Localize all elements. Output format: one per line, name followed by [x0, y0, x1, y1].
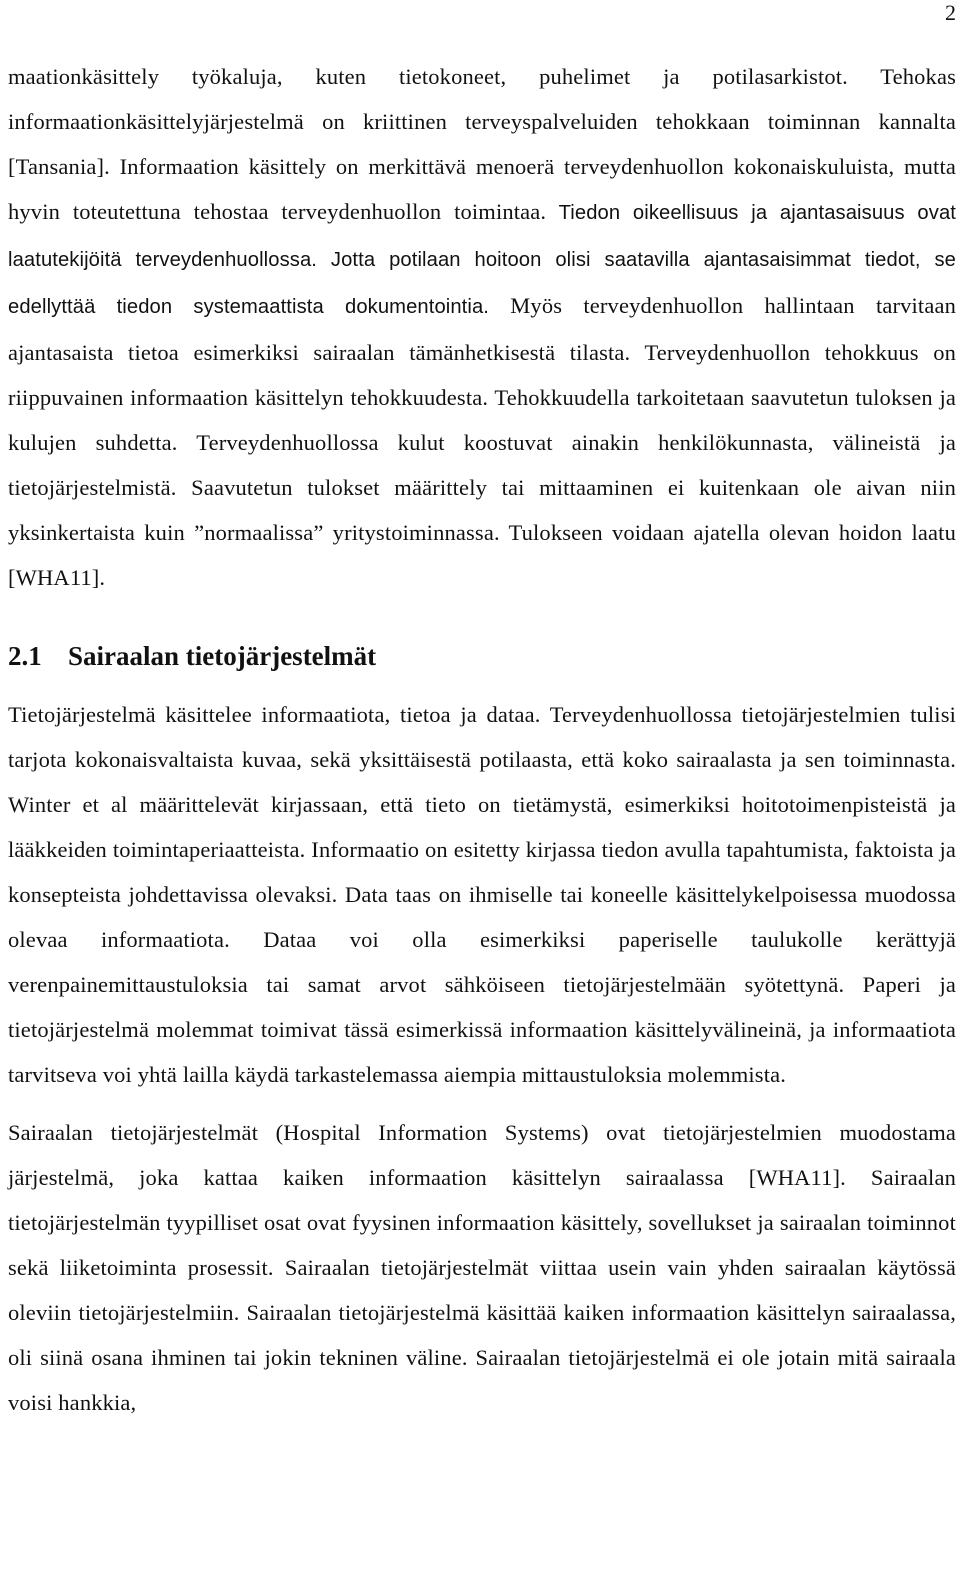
paragraph-intro-part-3: Myös terveydenhuollon hallintaan tarvitaan ajantasaista tietoa esimerkiksi sairaalan tämänhetkisestä tilasta. [8, 293, 956, 365]
paragraph-intro-part-4: Terveydenhuollon tehokkuus on riippuvainen informaation käsittelyn tehokkuudesta. Tehokkuudella tarkoitetaan saavutetun tuloksen ja kulujen suhdetta. Terveydenhuollossa kulut koostuvat ainakin henkilökunnasta, välineistä ja tietojärjestelmistä. Saavutetun tulokset määrittely tai mittaaminen ei kuitenkaan ole aivan niin yksinkertaista kuin ”normaalissa” yritystoiminnassa. Tulokseen voidaan ajatella olevan hoidon laatu [WHA11]. [8, 340, 956, 590]
paragraph-hospital-systems-part-2: Sairaalan tietojärjestelmän tyypilliset osat ovat fyysinen informaation käsittely, sovellukset ja sairaalan toiminnot sekä liiketoiminta prosessit. Sairaalan tietojärjestelmät viittaa usein vain yhden sairaalan käytössä oleviin tietojärjestelmiin. Sairaalan tietojärjestelmä käsittää kaiken informaation käsittelyn sairaalassa, oli siinä osana ihminen tai jokin tekninen väline. [8, 1165, 956, 1370]
section-title: Sairaalan tietojärjestelmät [68, 641, 377, 671]
page-number: 2 [945, 0, 956, 25]
paragraph-information-systems [8, 692, 956, 1097]
paragraph-information-systems-text: Tietojärjestelmä käsittelee informaatiota, tietoa ja dataa. Terveydenhuollossa tietojärjestelmien tulisi tarjota kokonaisvaltaista kuvaa, sekä yksittäisestä potilaasta, että koko sairaalasta ja sen toiminnasta. Winter et al määrittelevät kirjassaan, että tieto on tietämystä, esimerkiksi hoitotoimenpisteistä ja lääkkeiden toimintaperiaatteista. Informaatio on esitetty kirjassa tiedon avulla tapahtumista, faktoista ja konsepteista johdettavissa olevaksi. Data taas on ihmiselle tai koneelle käsittelykelpoisessa muodossa olevaa informaatiota. Dataa voi olla esimerkiksi paperiselle taulukolle kerättyjä verenpainemittaustuloksia tai samat arvot sähköiseen tietojärjestelmään syötettynä. Paperi ja tietojärjestelmä molemmat toimivat tässä esimerkissä informaation käsittelyvälineinä, ja informaatiota tarvitseva voi yhtä lailla käydä tarkastelemassa aiempia mittaustuloksia molemmista. [8, 702, 956, 1087]
document-body [8, 54, 956, 1425]
paragraph-intro-part-1: maationkäsittely työkaluja, kuten tietokoneet, puhelimet ja potilasarkistot. Tehokas informaationkäsittelyjärjestelmä on kriittinen terveyspalveluiden tehokkaan toiminnan kannalta [Tansania]. Informaation käsittely on merkittävä menoerä terveydenhuollon kokonaiskuluista, mutta hyvin toteutettuna tehostaa terveydenhuollon toimintaa. [8, 64, 956, 224]
paragraph-hospital-systems-part-3: Sairaalan tietojärjestelmä ei ole jotain mitä sairaala voisi hankkia, [8, 1345, 956, 1415]
section-heading [8, 638, 956, 674]
paragraph-intro-part-2: Tiedon oikeellisuus ja ajantasaisuus ovat laatutekijöitä terveydenhuollossa. Jotta potilaan hoitoon olisi saatavilla ajantasaisimmat tiedot, se edellyttää tiedon systemaattista dokumentointia. [8, 202, 956, 318]
section-number: 2.1 [8, 641, 42, 671]
paragraph-hospital-systems [8, 1110, 956, 1425]
paragraph-intro [8, 54, 956, 600]
paragraph-hospital-systems-part-1: Sairaalan tietojärjestelmät (Hospital Information Systems) ovat tietojärjestelmien muodostama järjestelmä, joka kattaa kaiken informaation käsittelyn sairaalassa [WHA11]. [8, 1120, 956, 1190]
